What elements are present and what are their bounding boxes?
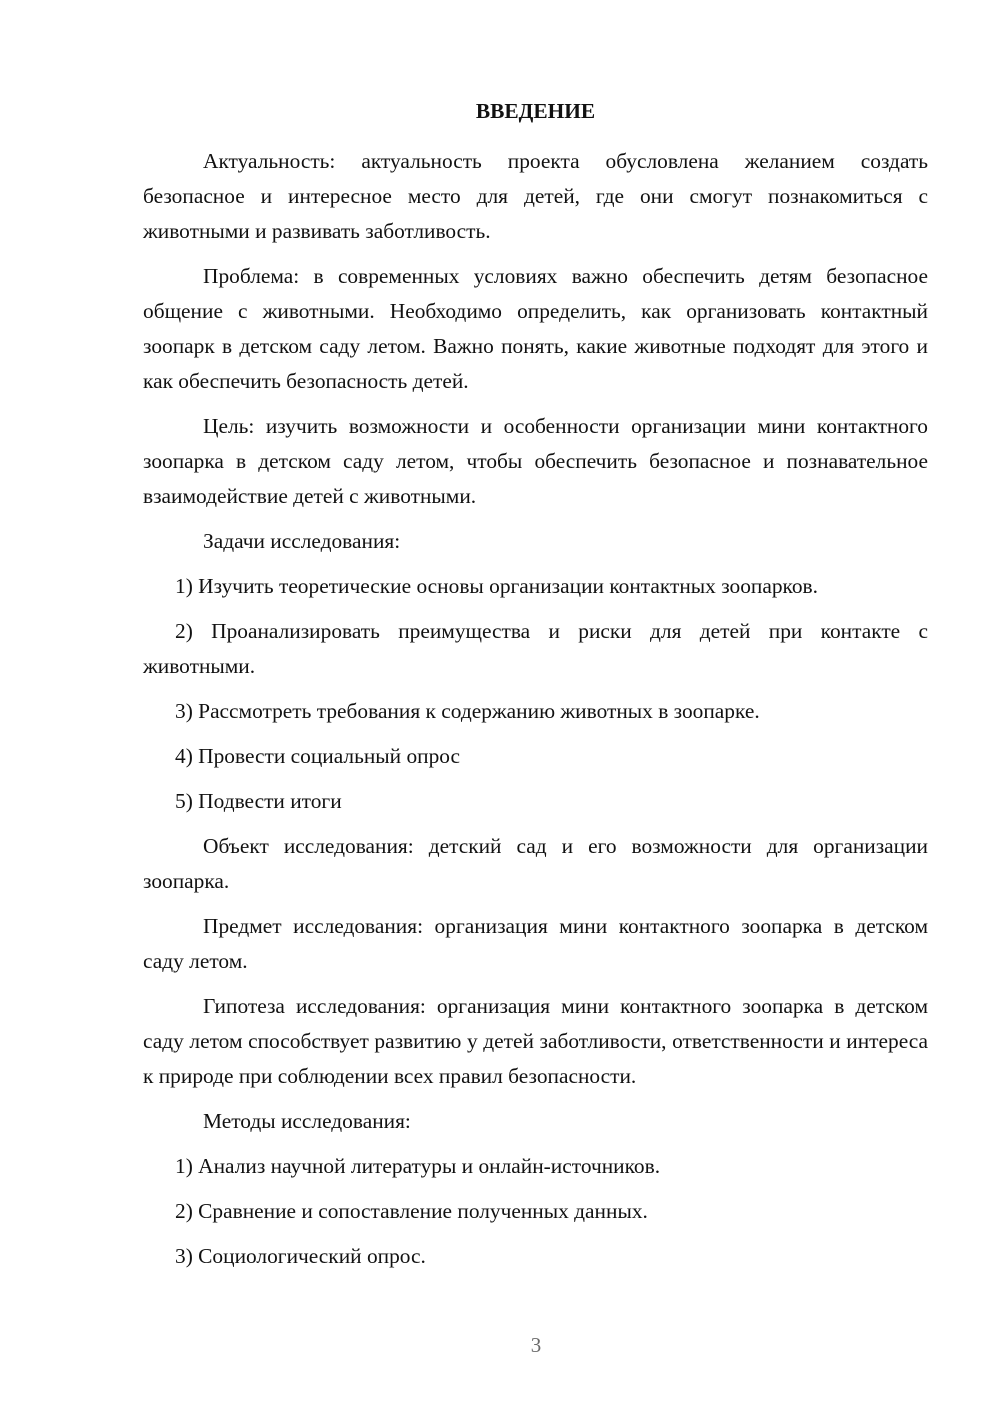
task-item: 2) Проанализировать преимущества и риски для детей при контакте с животными.: [143, 619, 928, 678]
tasks-heading: Задачи исследования:: [203, 529, 401, 553]
task-item: 1) Изучить теоретические основы организации контактных зоопарков.: [175, 574, 818, 598]
page-title: ВВЕДЕНИЕ: [475, 99, 596, 123]
subject-paragraph: Предмет исследования: организация мини контактного зоопарка в детском саду летом.: [143, 914, 928, 973]
problem-paragraph: Проблема: в современных условиях важно обеспечить детям безопасное общение с животными. Необходимо определить, как организовать контактный зоопарк в детском саду летом. Важно понять, какие животные подходят для этого и как обеспечить безопасность детей.: [143, 264, 928, 393]
method-item: 2) Сравнение и сопоставление полученных данных.: [175, 1199, 648, 1223]
method-item: 1) Анализ научной литературы и онлайн-источников.: [175, 1154, 661, 1178]
task-item: 3) Рассмотреть требования к содержанию животных в зоопарке.: [175, 699, 760, 723]
document-page: [143, 96, 928, 1284]
methods-heading: Методы исследования:: [203, 1109, 411, 1133]
object-paragraph: Объект исследования: детский сад и его возможности для организации зоопарка.: [143, 834, 928, 893]
method-item: 3) Социологический опрос.: [175, 1244, 426, 1268]
relevance-paragraph: Актуальность: актуальность проекта обусловлена желанием создать безопасное и интересное место для детей, где они смогут познакомиться с животными и развивать заботливость.: [143, 149, 928, 243]
page-number: 3: [530, 1333, 542, 1357]
hypothesis-paragraph: Гипотеза исследования: организация мини контактного зоопарка в детском саду летом способствует развитию у детей заботливости, ответственности и интереса к природе при соблюдении всех правил безопасности.: [143, 994, 928, 1088]
task-item: 5) Подвести итоги: [175, 789, 342, 813]
goal-paragraph: Цель: изучить возможности и особенности организации мини контактного зоопарка в детском саду летом, чтобы обеспечить безопасное и познавательное взаимодействие детей с животными.: [143, 414, 928, 508]
task-item: 4) Провести социальный опрос: [175, 744, 461, 768]
